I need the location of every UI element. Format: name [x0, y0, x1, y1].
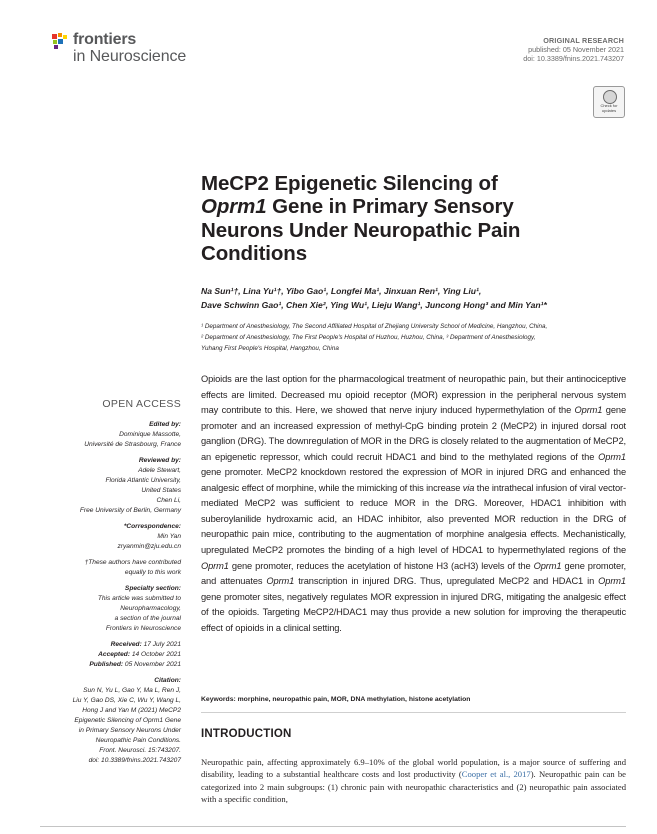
- gene-name: Oprm1: [201, 560, 229, 571]
- abstract-via: via: [462, 482, 475, 493]
- introduction-heading: INTRODUCTION: [201, 728, 292, 740]
- published-date-sidebar: [40, 660, 181, 670]
- gene-name: Oprm1: [266, 576, 295, 587]
- specialty-line4: Frontiers in Neuroscience: [105, 625, 181, 632]
- received-value: 17 July 2021: [141, 641, 181, 648]
- crossmark-icon: [603, 90, 617, 104]
- equal-contribution-note-line1: †These authors have contributed: [84, 559, 181, 566]
- editor-affiliation: Université de Strasbourg, France: [84, 441, 181, 448]
- published-label: Published:: [89, 661, 124, 668]
- abstract-text-3: gene promoter. MeCP2 knockdown restored the expression of MOR in injured DRG and enhanced the analgesic effect of morphine, while the mimicking of this increase: [201, 467, 626, 493]
- authors-line2: Dave Schwinn Gao¹, Chen Xie², Ying Wu¹, Lieju Wang¹, Juncong Hong³ and Min Yan¹*: [201, 300, 547, 310]
- article-type: ORIGINAL RESEARCH: [543, 36, 624, 45]
- author-list: [201, 284, 631, 312]
- article-meta: [523, 36, 624, 63]
- specialty-section-label: Specialty section:: [124, 585, 181, 592]
- intro-text-2: ). Neuropathic pain can be categorized into 2 main subgroups: (1) chronic pain with neuropathic characteristics and (2) neuropathic pain associated with a specific condition,: [201, 769, 626, 805]
- reviewer2-name: Chen Li,: [156, 497, 181, 504]
- intro-text-1: Neuropathic pain, affecting approximately 6.9–10% of the global world population, is a major source of suffering and disability, leading to a substantial healthcare costs and lost productivity (: [201, 757, 626, 780]
- crossmark-label-line1: Check for: [600, 103, 618, 108]
- title-line2: [201, 195, 621, 218]
- edited-by-label: Edited by:: [149, 421, 181, 428]
- published-date: published: 05 November 2021: [528, 45, 624, 54]
- abstract-text-1: Opioids are the last option for the pharmacological treatment of neuropathic pain, but their antinociceptive effects are limited. Decreased mu opioid receptor (MOR) expression in the peripheral nervous system may contribute to this. Here, we showed that nerve injury induced hypermethylation of the: [201, 374, 626, 416]
- reviewed-by-label: Reviewed by:: [138, 457, 181, 464]
- citation-line2: Liu Y, Gao DS, Xie C, Wu Y, Wang L,: [72, 697, 181, 704]
- title-line3: Neurons Under Neuropathic Pain: [201, 218, 521, 242]
- affiliation-line3: Yuhang First People's Hospital, Hangzhou, China: [201, 345, 339, 352]
- affiliation-line1: ¹ Department of Anesthesiology, The Second Affiliated Hospital of Zhejiang University School of Medicine, Hangzhou, China,: [201, 323, 548, 330]
- keywords-divider: [201, 712, 626, 713]
- accepted-value: 14 October 2021: [130, 651, 181, 658]
- abstract-text-2: gene promoter and an increased expression of methyl-CpG binding protein 2 (MeCP2) in injured dorsal root ganglion (DRG). The downregulation of MOR in the DRG is closely related to the augmentation of MeCP2, an epigenetic repressor, which could recruit HDAC1 and bind to the methylated regions of the: [201, 405, 626, 462]
- citation-line7: Front. Neurosci. 15:743207.: [99, 747, 181, 754]
- keywords-label: Keywords:: [201, 696, 236, 703]
- frontiers-logo-icon: [51, 32, 71, 52]
- title-gene-name: Oprm1: [201, 195, 267, 219]
- correspondence-name: Min Yan: [157, 533, 181, 540]
- journal-logo-line2: in Neuroscience: [73, 48, 187, 65]
- specialty-line2: Neuropharmacology,: [120, 605, 181, 612]
- citation-line6: Neuropathic Pain Conditions.: [95, 737, 181, 744]
- journal-logo: [51, 30, 221, 70]
- title-line4: Conditions: [201, 241, 308, 265]
- abstract-text-4: the intrathecal infusion of viral vector-mediated MeCP2 was sufficient to reduce MOR in the DRG. Moreover, HDAC1 inhibition with suberoylanilide hydroxamic acid, an HDAC inhibitor, also prevented MOR reduction in the DRG of neuropathic pain mice, contributing to the augmentation of morphine analgesia effects. Mechanistically, upregulated MeCP2 promotes the binding of a high level of HDCA1 to hypermethylated regions of the: [201, 482, 626, 556]
- article-title: [201, 172, 621, 265]
- article-doi[interactable]: doi: 10.3389/fnins.2021.743207: [523, 54, 624, 63]
- editor-name: Dominique Massotte,: [119, 431, 181, 438]
- introduction-text: [201, 756, 626, 806]
- accepted-date: [40, 650, 181, 660]
- open-access-label: OPEN ACCESS: [102, 398, 181, 410]
- reviewer1-name: Adele Stewart,: [138, 467, 181, 474]
- abstract-text-8: gene promoter sites, negatively regulates MOR expression in injured DRG, mitigating the analgesic effect of the opioids. Targeting MeCP2/HDAC1 may thus provide a new solution for improving the therapeutic effect of opioids in a clinical setting.: [201, 591, 626, 633]
- authors-line1: Na Sun¹†, Lina Yu¹†, Yibo Gao¹, Longfei Ma¹, Jinxuan Ren¹, Ying Liu¹,: [201, 286, 482, 296]
- equal-contribution-note-line2: equally to this work: [124, 569, 181, 576]
- abstract: [201, 372, 626, 636]
- keywords: [201, 696, 626, 703]
- abstract-text-5: gene promoter, reduces the acetylation of histone H3 (acH3) levels of the: [228, 560, 534, 571]
- citation-line5: in Primary Sensory Neurons Under: [78, 727, 181, 734]
- gene-name: Oprm1: [598, 576, 626, 587]
- check-for-updates-badge[interactable]: [593, 86, 625, 118]
- footer-divider: [40, 826, 626, 827]
- article-sidebar: [40, 420, 181, 766]
- citation-label: Citation:: [154, 677, 181, 684]
- specialty-line1: This article was submitted to: [97, 595, 181, 602]
- reviewer1-affiliation: Florida Atlantic University,: [105, 477, 181, 484]
- journal-logo-line1: frontiers: [73, 31, 137, 48]
- accepted-label: Accepted:: [98, 651, 131, 658]
- published-value: 05 November 2021: [123, 661, 181, 668]
- received-date: [40, 640, 181, 650]
- keywords-list: morphine, neuropathic pain, MOR, DNA methylation, histone acetylation: [235, 696, 471, 703]
- abstract-text-7: transcription in injured DRG. Thus, upregulated MeCP2 and HDAC1 in: [294, 576, 599, 587]
- correspondence-label: *Correspondence:: [123, 523, 181, 530]
- reviewer2-affiliation: Free University of Berlin, Germany: [79, 507, 181, 514]
- citation-line3: Hong J and Yan M (2021) MeCP2: [82, 707, 181, 714]
- reviewer1-country: United States: [141, 487, 181, 494]
- abstract-text-6: gene promoter, and attenuates: [201, 560, 626, 587]
- crossmark-label-line2: updates: [601, 107, 617, 113]
- affiliations: [201, 321, 631, 354]
- citation-link[interactable]: Cooper et al., 2017: [461, 769, 531, 780]
- citation-line8[interactable]: doi: 10.3389/fnins.2021.743207: [88, 757, 181, 764]
- citation-line1: Sun N, Yu L, Gao Y, Ma L, Ren J,: [83, 687, 181, 694]
- gene-name: Oprm1: [533, 560, 562, 571]
- specialty-line3: a section of the journal: [114, 615, 181, 622]
- gene-name: Oprm1: [598, 451, 626, 462]
- citation-line4: Epigenetic Silencing of Oprm1 Gene: [74, 717, 181, 724]
- gene-name: Oprm1: [574, 405, 603, 416]
- correspondence-email[interactable]: zryanmin@zju.edu.cn: [117, 543, 181, 550]
- title-line2-rest: Gene in Primary Sensory: [266, 195, 514, 219]
- affiliation-line2: ² Department of Anesthesiology, The First People's Hospital of Huzhou, Huzhou, China, ³ Department of Anesthesiology,: [201, 334, 536, 341]
- title-line1: MeCP2 Epigenetic Silencing of: [201, 172, 498, 195]
- received-label: Received:: [110, 641, 142, 648]
